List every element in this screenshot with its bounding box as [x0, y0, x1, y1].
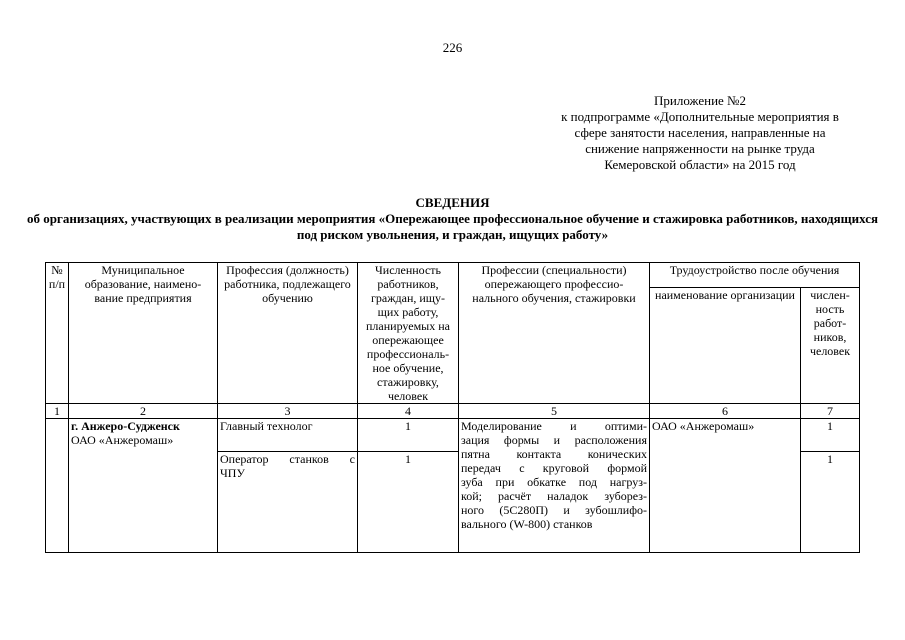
- enterprise-name: ОАО «Анжеромаш»: [71, 433, 174, 447]
- column-number: 4: [358, 404, 459, 419]
- column-number: 6: [650, 404, 801, 419]
- appendix-line: к подпрограмме «Дополнительные мероприятия в: [561, 109, 839, 124]
- training-cell: [459, 419, 650, 553]
- profession-line: ЧПУ: [220, 466, 245, 480]
- column-number-row: [46, 404, 860, 419]
- profession-cell: Главный технолог: [218, 419, 358, 452]
- column-number: 5: [459, 404, 650, 419]
- document-title: СВЕДЕНИЯ: [415, 195, 490, 210]
- appendix-line: Приложение №2: [654, 93, 746, 108]
- page-number: 226: [442, 40, 463, 55]
- column-number: 7: [801, 404, 860, 419]
- municipality-cell: [69, 419, 218, 553]
- training-line: зуба при обкатке под нагруз-: [461, 475, 647, 489]
- appendix-note: [520, 93, 880, 173]
- row-number-cell: [46, 419, 69, 553]
- training-line: зация формы и расположения: [461, 433, 647, 447]
- header-employed-count: числен- ность работ- ников, человек: [801, 287, 860, 403]
- column-number: 1: [46, 404, 69, 419]
- header-row: [46, 263, 860, 288]
- profession-line: Оператор станков с: [220, 452, 355, 466]
- municipality-name: г. Анжеро-Судженск: [71, 419, 180, 433]
- training-line: кой; расчёт наладок зуборез-: [461, 489, 647, 503]
- training-line: пятна контакта конических: [461, 447, 647, 461]
- header-worker-count: Численность работников, граждан, ищу- щих работу, планируемых на опережающее профессиональ- ное обучение, стажировку, человек: [358, 263, 459, 404]
- column-number: 2: [69, 404, 218, 419]
- worker-count-cell: 1: [358, 452, 459, 553]
- column-number: 3: [218, 404, 358, 419]
- header-employer-name: наименование организации: [650, 287, 801, 403]
- training-line: вального (W-800) станков: [461, 517, 593, 531]
- header-training-professions: Профессии (специальности) опережающего профессио- нального обучения, стажировки: [459, 263, 650, 404]
- header-profession: Профессия (должность) работника, подлежащего обучению: [218, 263, 358, 404]
- employed-count-cell: 1: [801, 419, 860, 452]
- header-municipality: Муниципальное образование, наимено- вание предприятия: [69, 263, 218, 404]
- worker-count-cell: 1: [358, 419, 459, 452]
- appendix-line: снижение напряженности на рынке труда: [585, 141, 815, 156]
- profession-cell: [218, 452, 358, 553]
- appendix-line: Кемеровской области» на 2015 год: [604, 157, 796, 172]
- table-row: [46, 419, 860, 452]
- appendix-line: сфере занятости населения, направленные на: [574, 125, 826, 140]
- training-line: ного (5С280П) и зубошлифо-: [461, 503, 647, 517]
- employed-count-cell: 1: [801, 452, 860, 553]
- header-number: № п/п: [46, 263, 69, 404]
- employer-cell: ОАО «Анжеромаш»: [650, 419, 801, 553]
- header-employment-group: Трудоустройство после обучения: [650, 263, 860, 288]
- document-subtitle: об организациях, участвующих в реализации мероприятия «Опережающее профессиональное обучение и стажировка работников, находящихся под риском увольнения, и граждан, ищущих работу»: [26, 211, 879, 242]
- training-line: Моделирование и оптими-: [461, 419, 647, 433]
- training-line: передач с круговой формой: [461, 461, 647, 475]
- organizations-table: [45, 262, 860, 553]
